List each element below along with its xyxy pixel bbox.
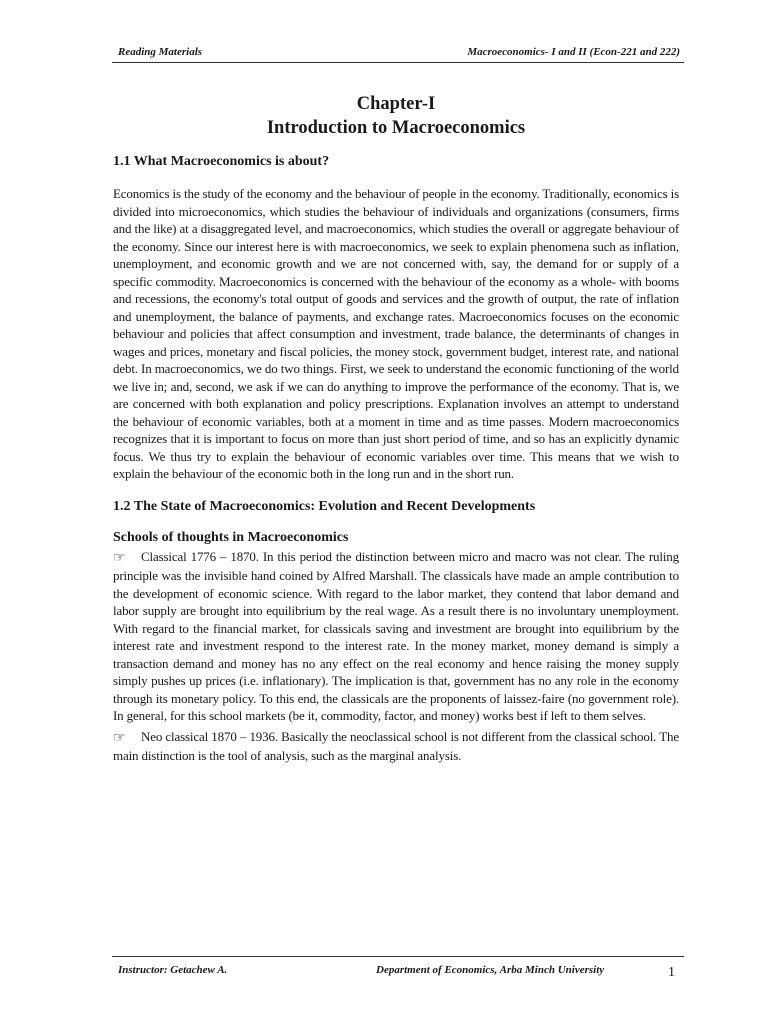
section-1-1-paragraph: Economics is the study of the economy and the behaviour of people in the economy. Traditionally, economics is divided into microeconomics, which studies the behaviour of individuals and organizations (consumers, firms and the like) at a disaggregated level, and macroeconomics, which studies the overall or aggregate behaviour of the economy. Since our interest here is with macroeconomics, we seek to explain phenomena such as inflation, unemployment, and economic growth and we are not concerned with, say, the demand for or supply of a specific commodity. Macroeconomics is concerned with the behaviour of the economy as a whole- with booms and recessions, the economy's total output of goods and services and the growth of output, the rate of inflation and unemployment, the balance of payments, and exchange rates. Macroeconomics focuses on the economic behaviour and policies that affect consumption and investment, trade balance, the determinants of changes in wages and prices, monetary and fiscal policies, the money stock, government budget, interest rate, and national debt. In macroeconomics, we do two things. First, we seek to understand the economic functioning of the world we live in; and, second, we ask if we can do anything to improve the performance of the economy. That is, we are concerned with both explanation and policy prescriptions. Explanation involves an attempt to understand the behaviour of economic variables, both at a moment in time and as time passes. Modern macroeconomics recognizes that it is important to focus on more than just short period of time, and so has an explicitly dynamic focus. We thus try to explain the behaviour of economic variables over time. This means that we wish to explain the behaviour of the economic both in the long run and in the short run.	[113, 186, 679, 481]
pointing-hand-icon: ☞	[113, 730, 126, 746]
bullet-neoclassical	[113, 728, 679, 765]
header-divider	[112, 62, 684, 63]
pointing-hand-icon: ☞	[113, 550, 126, 566]
chapter-number: Chapter-I	[356, 94, 436, 114]
chapter-title: Introduction to Macroeconomics	[266, 118, 526, 138]
footer-department: Department of Economics, Arba Minch University	[376, 964, 605, 976]
section-1-1-heading: 1.1 What Macroeconomics is about?	[113, 154, 330, 169]
schools-subheading: Schools of thoughts in Macroeconomics	[113, 529, 349, 545]
section-1-2-heading: 1.2 The State of Macroeconomics: Evolution and Recent Developments	[113, 498, 536, 514]
header-right-text: Macroeconomics- I and II (Econ-221 and 222)	[467, 46, 680, 58]
bullet-classical	[113, 548, 679, 725]
page-content	[113, 92, 679, 765]
footer-divider	[112, 956, 684, 957]
footer-instructor: Instructor: Getachew A.	[118, 964, 228, 976]
bullet-classical-text: Classical 1776 – 1870. In this period the distinction between micro and macro was not clear. The ruling principle was the invisible hand coined by Alfred Marshall. The classicals have made an ample contribution to the development of economic science. With regard to the labor market, they contend that labor demand and labor supply are brought into equilibrium by the real wage. As a result there is no involuntary unemployment. With regard to the financial market, for classicals saving and investment are brought into equilibrium by the interest rate and investment respond to the interest rate. In the money market, money demand is simply a transaction demand and money has no any effect on the real economy and hence raising the money supply simply pushes up prices (i.e. inflationary). The implication is that, government has no any role in the economy through its monetary policy. To this end, the classicals are the proponents of laissez-faire (no government role). In general, for this school markets (be it, commodity, factor, and money) works best if left to them selves.	[113, 548, 679, 723]
page-number: 1	[668, 965, 675, 980]
bullet-neoclassical-text: Neo classical 1870 – 1936. Basically the neoclassical school is not different from the classical school. The main distinction is the tool of analysis, such as the marginal analysis.	[113, 728, 679, 763]
header-left-text: Reading Materials	[118, 46, 203, 58]
